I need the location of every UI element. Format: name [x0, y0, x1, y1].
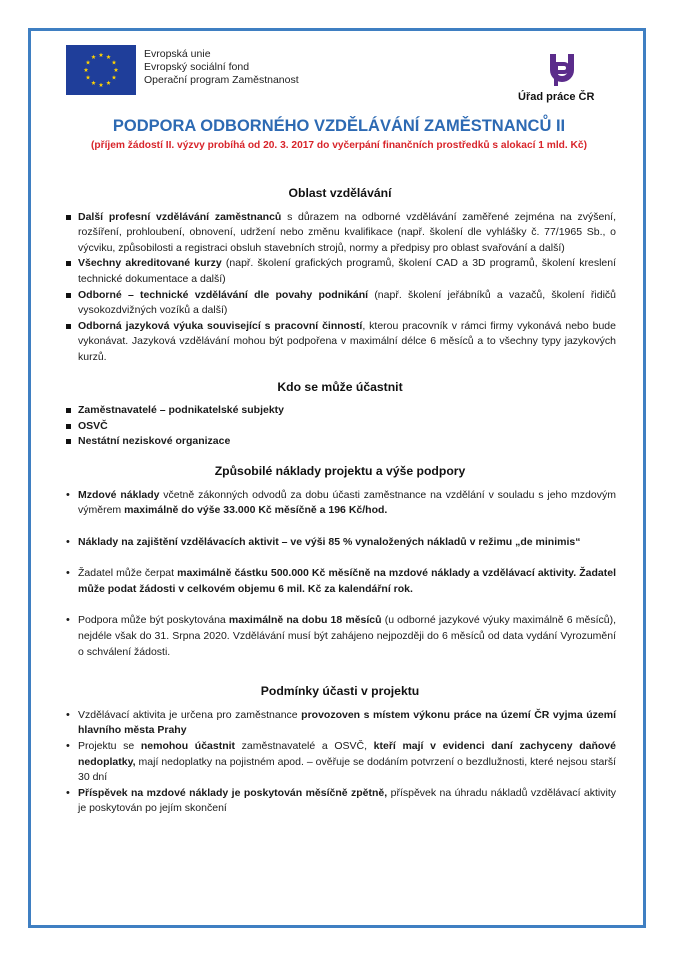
eu-star-icon — [114, 68, 119, 72]
list-item: Všechny akreditované kurzy (např. školení grafických programů, školení CAD a 3D programů, školení kreslení technické dokumentace a další) — [78, 256, 616, 287]
oblast-list — [64, 210, 616, 366]
eu-star-icon — [86, 60, 91, 64]
list-item: Další profesní vzdělávání zaměstnanců s důrazem na odborné vzdělávání zaměřené zejména na zvýšení, rozšíření, prohloubení, obnovení, udržení nebo změnu kvalifikace (např. školení dle vyhlášky č. 77/1965 Sb., o výcviku, způsobilosti a registraci obsluh stavebních strojů, normy a předpisy pro oblast svařování a další) — [78, 210, 616, 257]
eu-text-block — [144, 48, 299, 87]
eu-star-icon — [106, 81, 111, 85]
list-item: Nestátní neziskové organizace — [78, 434, 616, 450]
list-item: • Projektu se nemohou účastnit zaměstnavatelé a OSVČ, kteří mají v evidenci daní zachyceny daňové nedoplatky, mají nedoplatky na pojistném apod. – ověřuje se dodáním potvrzení o bezdlužnosti, které nejsou starší 30 dní — [78, 739, 616, 786]
eu-line: Operační program Zaměstnanost — [144, 74, 299, 86]
list-item: Zaměstnavatelé – podnikatelské subjekty — [78, 403, 616, 419]
eu-stars-icon — [66, 45, 136, 95]
section-heading-oblast: Oblast vzdělávání — [288, 186, 392, 200]
section-heading-naklady: Způsobilé náklady projektu a výše podpory — [214, 463, 466, 478]
list-item: • Náklady na zajištění vzdělávacích aktivit – ve výši 85 % vynaložených nákladů v režimu „de minimis“ — [78, 535, 616, 551]
eu-line: Evropská unie — [144, 48, 211, 60]
eu-star-icon — [99, 83, 104, 87]
eu-star-icon — [112, 60, 117, 64]
eu-star-icon — [99, 53, 104, 57]
naklady-list — [64, 488, 616, 661]
eu-star-icon — [91, 55, 96, 59]
eu-line: Evropský sociální fond — [144, 61, 250, 73]
list-item: • Žadatel může čerpat maximálně částku 500.000 Kč měsíčně na mzdové náklady a vzdělávací aktivity. Žadatel může podat žádosti v celkovém objemu 6 mil. Kč za kalendářní rok. — [78, 566, 616, 597]
list-item: • Podpora může být poskytována maximálně na dobu 18 měsíců (u odborné jazykové výuky maximálně 6 měsíců), nejdéle však do 31. Srpna 2020. Vzdělávání musí být zahájeno nejpozději do 6 měsíců od data vydání Vyrozumění o schválení žádosti. — [78, 613, 616, 660]
eu-star-icon — [106, 55, 111, 59]
podminky-list — [64, 708, 616, 817]
document-title: PODPORA ODBORNÉHO VZDĚLÁVÁNÍ ZAMĚSTNANCŮ II — [112, 117, 566, 135]
eu-star-icon — [86, 75, 91, 79]
list-item: • Mzdové náklady včetně zákonných odvodů za dobu účasti zaměstnance na vzdělání v souladu s jeho mzdovým výměrem maximálně do výše 33.000 Kč měsíčně a 196 Kč/hod. — [78, 488, 616, 519]
list-item: Odborná jazyková výuka související s pracovní činností, kterou pracovník v rámci firmy vykonává nebo bude vykonávat. Jazyková vzdělávání mohou být podpořena v maximální délce 6 měsíců a to všechny typy jazykových kurzů. — [78, 319, 616, 366]
section-heading-kdo: Kdo se může účastnit — [277, 379, 403, 394]
main-content — [64, 186, 616, 817]
up-label: Úřad práce ČR — [518, 91, 595, 103]
list-item: OSVČ — [78, 419, 616, 435]
list-item: Odborné – technické vzdělávání dle povahy podnikání (např. školení jeřábníků a vazačů, školení řidičů vysokozdvižných vozíků a další) — [78, 288, 616, 319]
up-logo-icon — [536, 46, 580, 90]
eu-star-icon — [91, 81, 96, 85]
eu-flag-icon — [66, 45, 136, 95]
eu-star-icon — [112, 75, 117, 79]
list-item: • Vzdělávací aktivita je určena pro zaměstnance provozoven s místem výkonu práce na území ČR vyjma území hlavního města Prahy — [78, 708, 616, 739]
kdo-list — [64, 403, 616, 450]
document-subtitle: (příjem žádostí II. výzvy probíhá od 20. 3. 2017 do vyčerpání finančních prostředků s alokací 1 mld. Kč) — [91, 140, 587, 151]
section-heading-podminky: Podmínky účasti v projektu — [260, 684, 420, 699]
header — [66, 42, 626, 112]
list-item: • Příspěvek na mzdové náklady je poskytován měsíčně zpětně, příspěvek na úhradu nákladů vzdělávací aktivity je poskytován po jejím skončení — [78, 786, 616, 817]
eu-star-icon — [84, 68, 89, 72]
